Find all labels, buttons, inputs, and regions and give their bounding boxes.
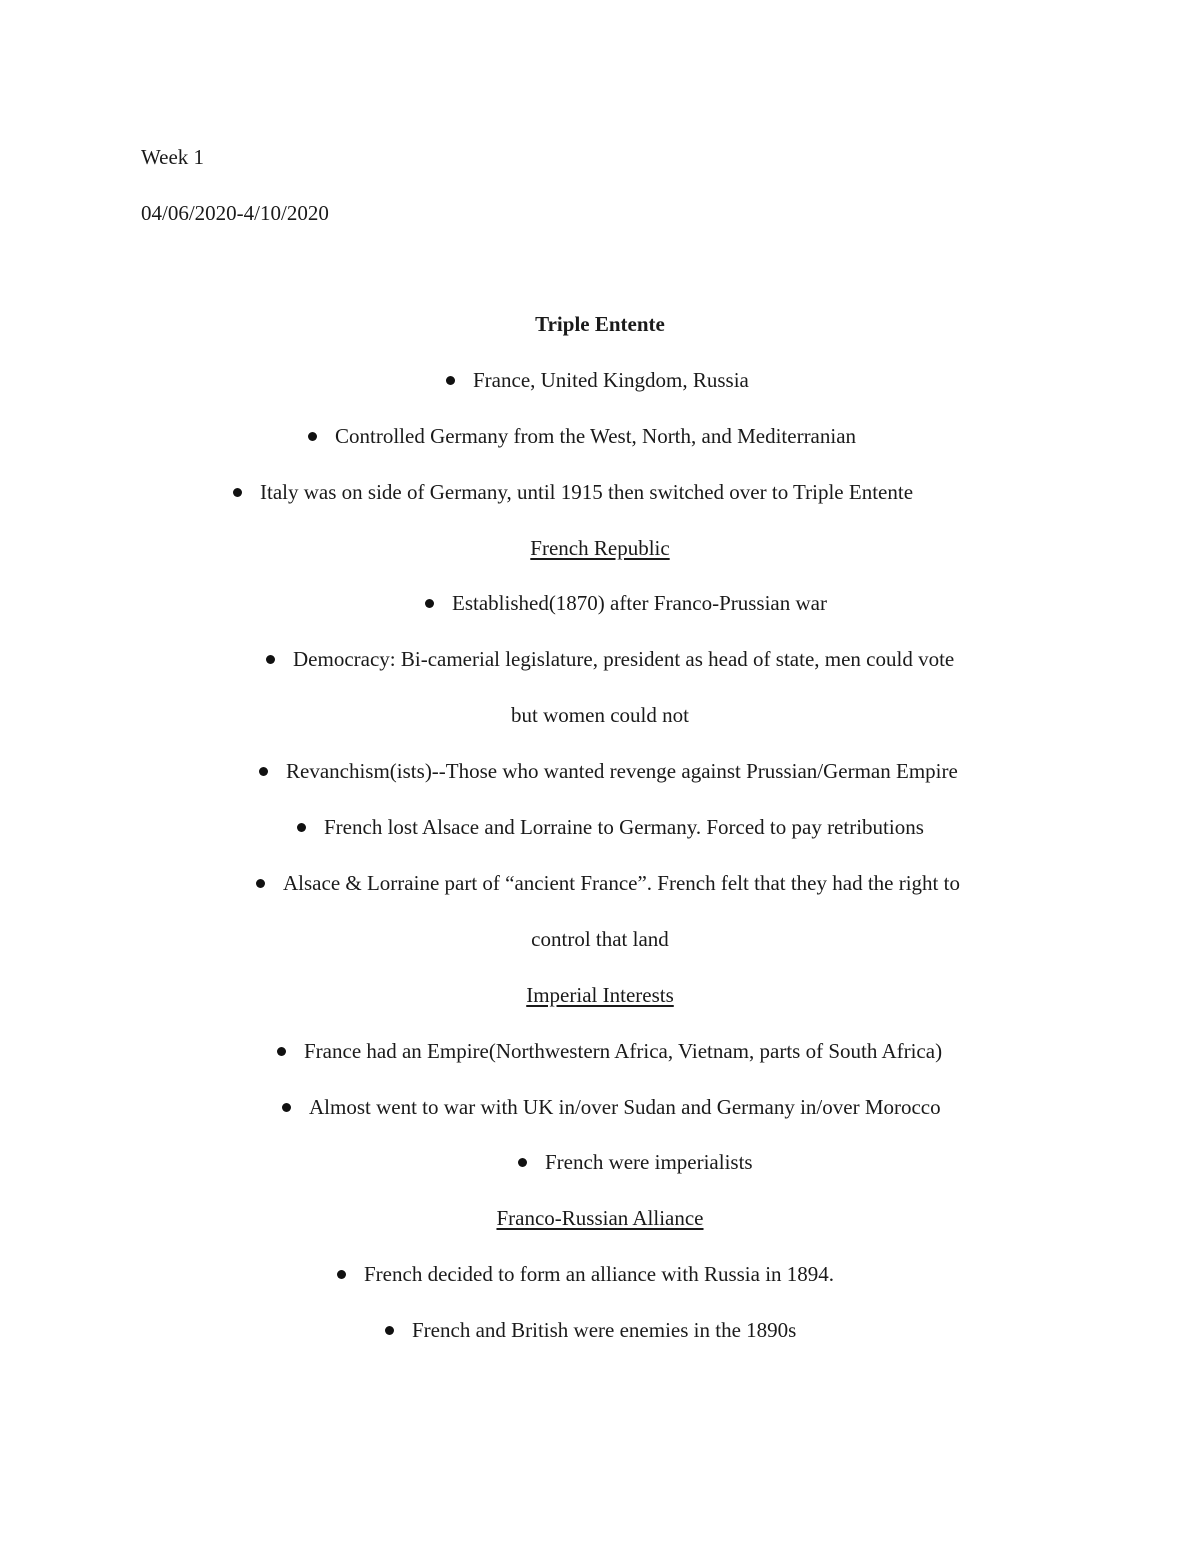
bullet-icon xyxy=(337,1270,346,1279)
bullet-icon xyxy=(277,1047,286,1056)
list-item-continuation: but women could not xyxy=(511,703,689,727)
list-item xyxy=(266,645,954,673)
list-item-text: French lost Alsace and Lorraine to Germany. Forced to pay retributions xyxy=(324,815,924,839)
bullet-icon xyxy=(259,767,268,776)
section-title-text: Imperial Interests xyxy=(526,983,674,1007)
list-item-text: French were imperialists xyxy=(545,1150,753,1174)
bullet-icon xyxy=(385,1326,394,1335)
list-item xyxy=(337,1260,834,1288)
bullet-icon xyxy=(425,599,434,608)
section-title-text: French Republic xyxy=(530,536,670,560)
list-item xyxy=(259,757,958,785)
bullet-icon xyxy=(266,655,275,664)
section-title-french-republic xyxy=(0,534,1200,562)
section-title-text: Franco-Russian Alliance xyxy=(496,1206,704,1230)
list-item xyxy=(233,478,913,506)
list-item xyxy=(256,869,960,897)
list-item-text: Alsace & Lorraine part of “ancient France”. French felt that they had the right to xyxy=(283,871,960,895)
list-item-text: Democracy: Bi-camerial legislature, president as head of state, men could vote xyxy=(293,647,955,671)
list-item xyxy=(425,589,827,617)
section-title-franco-russian-alliance xyxy=(0,1204,1200,1232)
bullet-icon xyxy=(282,1103,291,1112)
list-item-text: France, United Kingdom, Russia xyxy=(473,368,749,392)
list-item xyxy=(297,813,924,841)
list-item xyxy=(518,1148,753,1176)
list-item xyxy=(308,422,856,450)
list-item-continuation: control that land xyxy=(531,927,669,951)
list-item xyxy=(277,1037,942,1065)
bullet-icon xyxy=(233,488,242,497)
list-item-text: Established(1870) after Franco-Prussian war xyxy=(452,591,827,615)
list-item-text: French and British were enemies in the 1890s xyxy=(412,1318,797,1342)
bullet-icon xyxy=(518,1158,527,1167)
list-item-text: Controlled Germany from the West, North, and Mediterranian xyxy=(335,424,857,448)
list-item xyxy=(282,1093,941,1121)
list-item xyxy=(446,366,749,394)
list-item-text: Italy was on side of Germany, until 1915 then switched over to Triple Entente xyxy=(260,480,914,504)
list-item-text: France had an Empire(Northwestern Africa, Vietnam, parts of South Africa) xyxy=(304,1039,943,1063)
week-label: Week 1 xyxy=(141,145,205,169)
date-range: 04/06/2020-4/10/2020 xyxy=(141,201,329,225)
bullet-icon xyxy=(446,376,455,385)
bullet-icon xyxy=(308,432,317,441)
bullet-icon xyxy=(297,823,306,832)
list-item-text: Revanchism(ists)--Those who wanted revenge against Prussian/German Empire xyxy=(286,759,958,783)
list-item-text: Almost went to war with UK in/over Sudan and Germany in/over Morocco xyxy=(309,1095,941,1119)
list-item xyxy=(385,1316,796,1344)
list-item-text: French decided to form an alliance with Russia in 1894. xyxy=(364,1262,835,1286)
bullet-icon xyxy=(256,879,265,888)
section-title-imperial-interests xyxy=(0,981,1200,1009)
section-title-triple-entente: Triple Entente xyxy=(535,312,665,336)
